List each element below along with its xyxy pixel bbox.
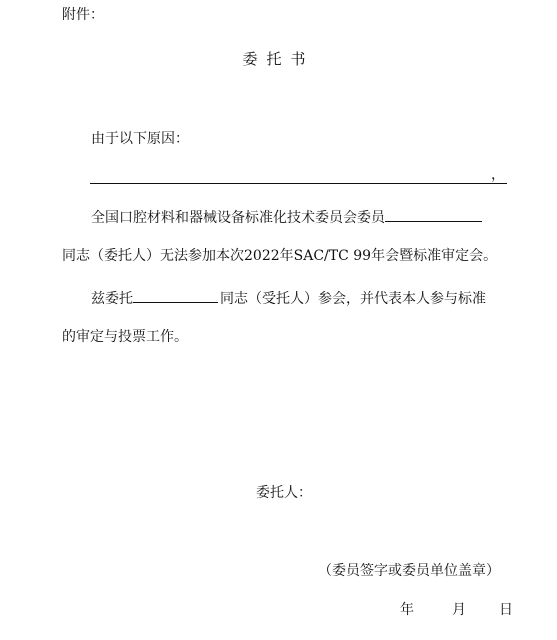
signature-note: （委员签字或委员单位盖章） (318, 563, 500, 579)
absence-paragraph: 同志（委托人）无法参加本次2022年SAC/TC 99年会暨标准审定会。 (62, 248, 498, 264)
trustee-suffix: 同志（受托人）参会，并代表本人参与标准 (220, 291, 486, 307)
reason-comma: ， (491, 167, 505, 183)
attachment-label: 附件： (62, 7, 104, 23)
voting-paragraph: 的审定与投票工作。 (62, 329, 188, 345)
member-paragraph (91, 207, 482, 227)
document-title: 委托书 (242, 50, 315, 68)
reason-label: 由于以下原因： (91, 131, 189, 147)
client-label: 委托人： (256, 485, 312, 501)
date-year: 年 (400, 602, 414, 618)
date-month: 月 (452, 602, 466, 618)
reason-blank-line (90, 183, 507, 184)
trustee-prefix: 兹委托 (91, 291, 133, 307)
date-day: 日 (499, 602, 513, 618)
member-paragraph-text: 全国口腔材料和器械设备标准化技术委员会委员 (91, 210, 385, 226)
trustee-paragraph (91, 288, 486, 308)
member-name-blank (385, 207, 482, 222)
trustee-name-blank (133, 288, 218, 303)
